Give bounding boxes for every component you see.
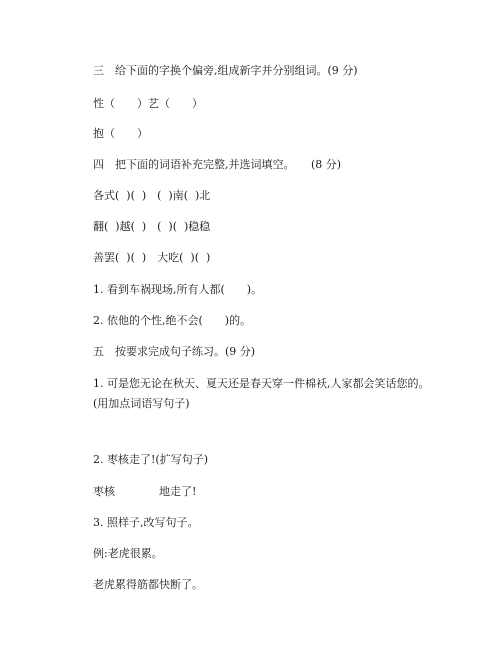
section-4-fill-2: 2. 依他的个性,绝不会( )的。 [93, 314, 252, 327]
section-4-words-2: 翻( )越( ) ( )( )稳稳 [93, 220, 211, 233]
section-3-line-2: 抱（ ） [93, 127, 148, 140]
section-5-item-3: 3. 照样子,改写句子。 [93, 516, 199, 529]
section-3-line-1: 性（ ）艺（ ） [93, 97, 203, 110]
section-5-example-answer: 老虎累得筋都快断了。 [93, 578, 203, 591]
section-5-title: 五 按要求完成句子练习。(9 分) [93, 345, 256, 358]
section-5-item-2-blank: 枣核 地走了! [93, 485, 197, 498]
section-4-words-3: 善罢( )( ) 大吃( )( ) [93, 251, 211, 264]
section-4-fill-1: 1. 看到车祸现场,所有人都( )。 [93, 283, 263, 296]
section-4-words-1: 各式( )( ) ( )南( )北 [93, 189, 211, 202]
section-4-title: 四 把下面的词语补充完整,并选词填空。 (8 分) [93, 158, 342, 171]
section-3-title: 三 给下面的字换个偏旁,组成新字并分别组词。(9 分) [93, 64, 358, 77]
section-5-example: 例:老虎很累。 [93, 547, 163, 560]
section-5-item-1: 1. 可是您无论在秋天、夏天还是春天穿一件棉袄,人家都会笑话您的。(用加点词语写句子) [93, 377, 430, 410]
section-5-item-2: 2. 枣核走了!(扩写句子) [93, 453, 208, 466]
